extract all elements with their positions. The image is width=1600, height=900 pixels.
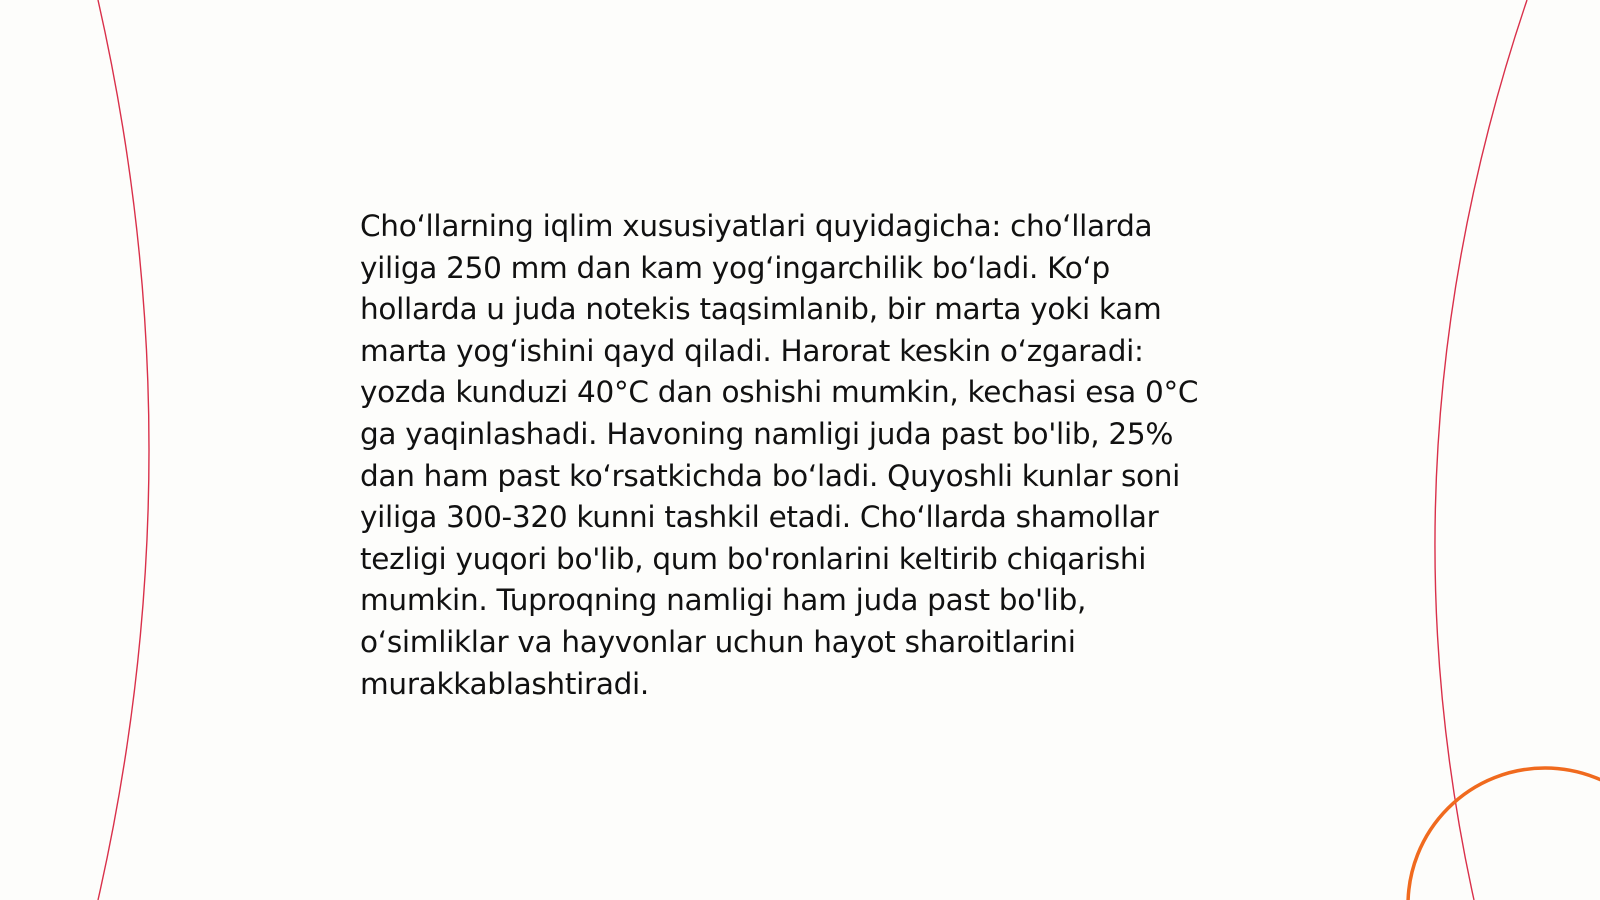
left-curve-line: [98, 0, 149, 900]
orange-circle-outline: [1408, 768, 1600, 900]
body-text: Cho‘llarning iqlim xususiyatlari quyidagicha: cho‘llarda yiliga 250 mm dan kam yog‘ingarchilik bo‘ladi. Ko‘p hollarda u juda notekis taqsimlanib, bir marta yoki kam marta yog‘ishini qayd qiladi. Harorat keskin o‘zgaradi: yozda kunduzi 40°C dan oshishi mumkin, kechasi esa 0°C ga yaqinlashadi. Havoning namligi juda past bo'lib, 25% dan ham past ko‘rsatkichda bo‘ladi. Quyoshli kunlar soni yiliga 300-320 kunni tashkil etadi. Cho‘llarda shamollar tezligi yuqori bo'lib, qum bo'ronlarini keltirib chiqarishi mumkin. Tuproqning namligi ham juda past bo'lib, o‘simliklar va hayvonlar uchun hayot sharoitlarini murakkablashtiradi.: [360, 209, 1199, 701]
right-curve-line: [1435, 0, 1527, 900]
